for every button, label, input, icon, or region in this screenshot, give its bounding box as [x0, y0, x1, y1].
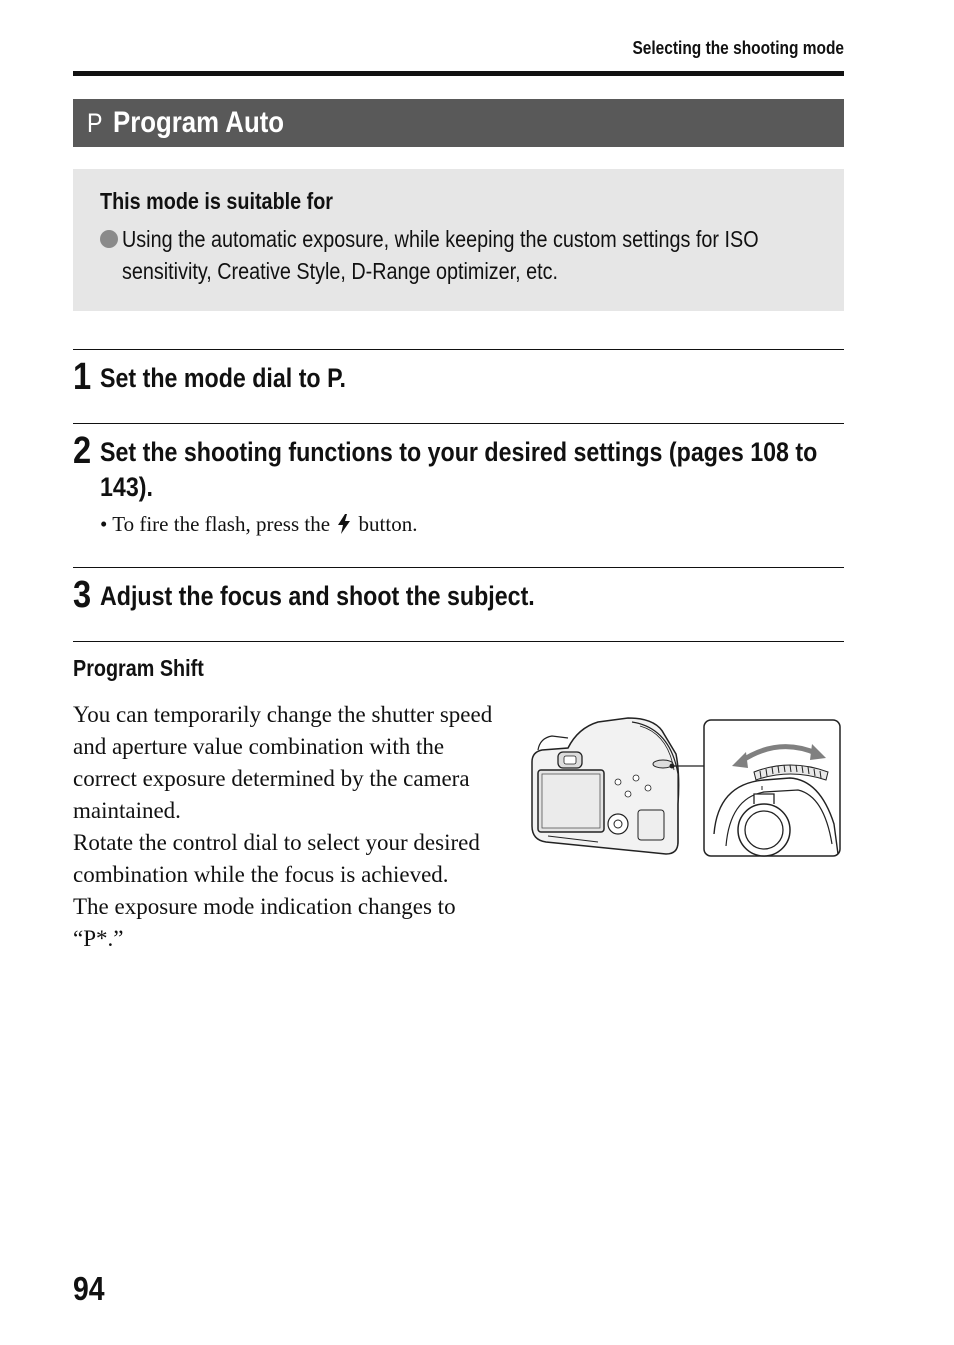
- suitable-for-box: [73, 169, 844, 311]
- bullet-icon: [100, 230, 118, 248]
- body-paragraph: You can temporarily change the shutter speed and aperture value combination with the correct exposure determined by the camera maintained.: [73, 702, 493, 823]
- program-shift-title: Program Shift: [73, 655, 204, 681]
- running-head: Selecting the shooting mode: [632, 38, 844, 58]
- suitable-bullet-text: Using the automatic exposure, while keeping the custom settings for ISO sensitivity, Creative Style, D-Range optimizer, etc.: [122, 226, 759, 284]
- note-bullet: •: [100, 512, 108, 536]
- step-number: 3: [73, 574, 92, 616]
- step-divider: [73, 349, 844, 350]
- step-text: Adjust the focus and shoot the subject.: [100, 581, 535, 611]
- suitable-heading: This mode is suitable for: [100, 188, 334, 214]
- page-number: 94: [73, 1270, 105, 1307]
- step-text: Set the shooting functions to your desired settings (pages 108 to 143).: [100, 437, 818, 502]
- body-paragraph: Rotate the control dial to select your desired combination while the focus is achieved.: [73, 830, 480, 887]
- step-divider: [73, 641, 844, 642]
- section-title: Program Auto: [113, 106, 285, 139]
- step-number: 1: [73, 356, 92, 398]
- step-divider: [73, 423, 844, 424]
- header-rule: [73, 71, 844, 76]
- step-text: Set the mode dial to P.: [100, 363, 347, 393]
- section-banner: [73, 99, 844, 147]
- p-mode-icon: P: [87, 107, 103, 138]
- step-note: [100, 512, 417, 540]
- camera-control-dial-illustration: [528, 714, 844, 860]
- program-shift-body: [73, 699, 503, 955]
- step-number: 2: [73, 430, 92, 472]
- body-paragraph: The exposure mode indication changes to “P*.”: [73, 894, 456, 951]
- note-text-after: button.: [358, 512, 418, 536]
- note-text-before: To fire the flash, press the: [112, 512, 331, 536]
- step-divider: [73, 567, 844, 568]
- flash-icon: [337, 514, 351, 540]
